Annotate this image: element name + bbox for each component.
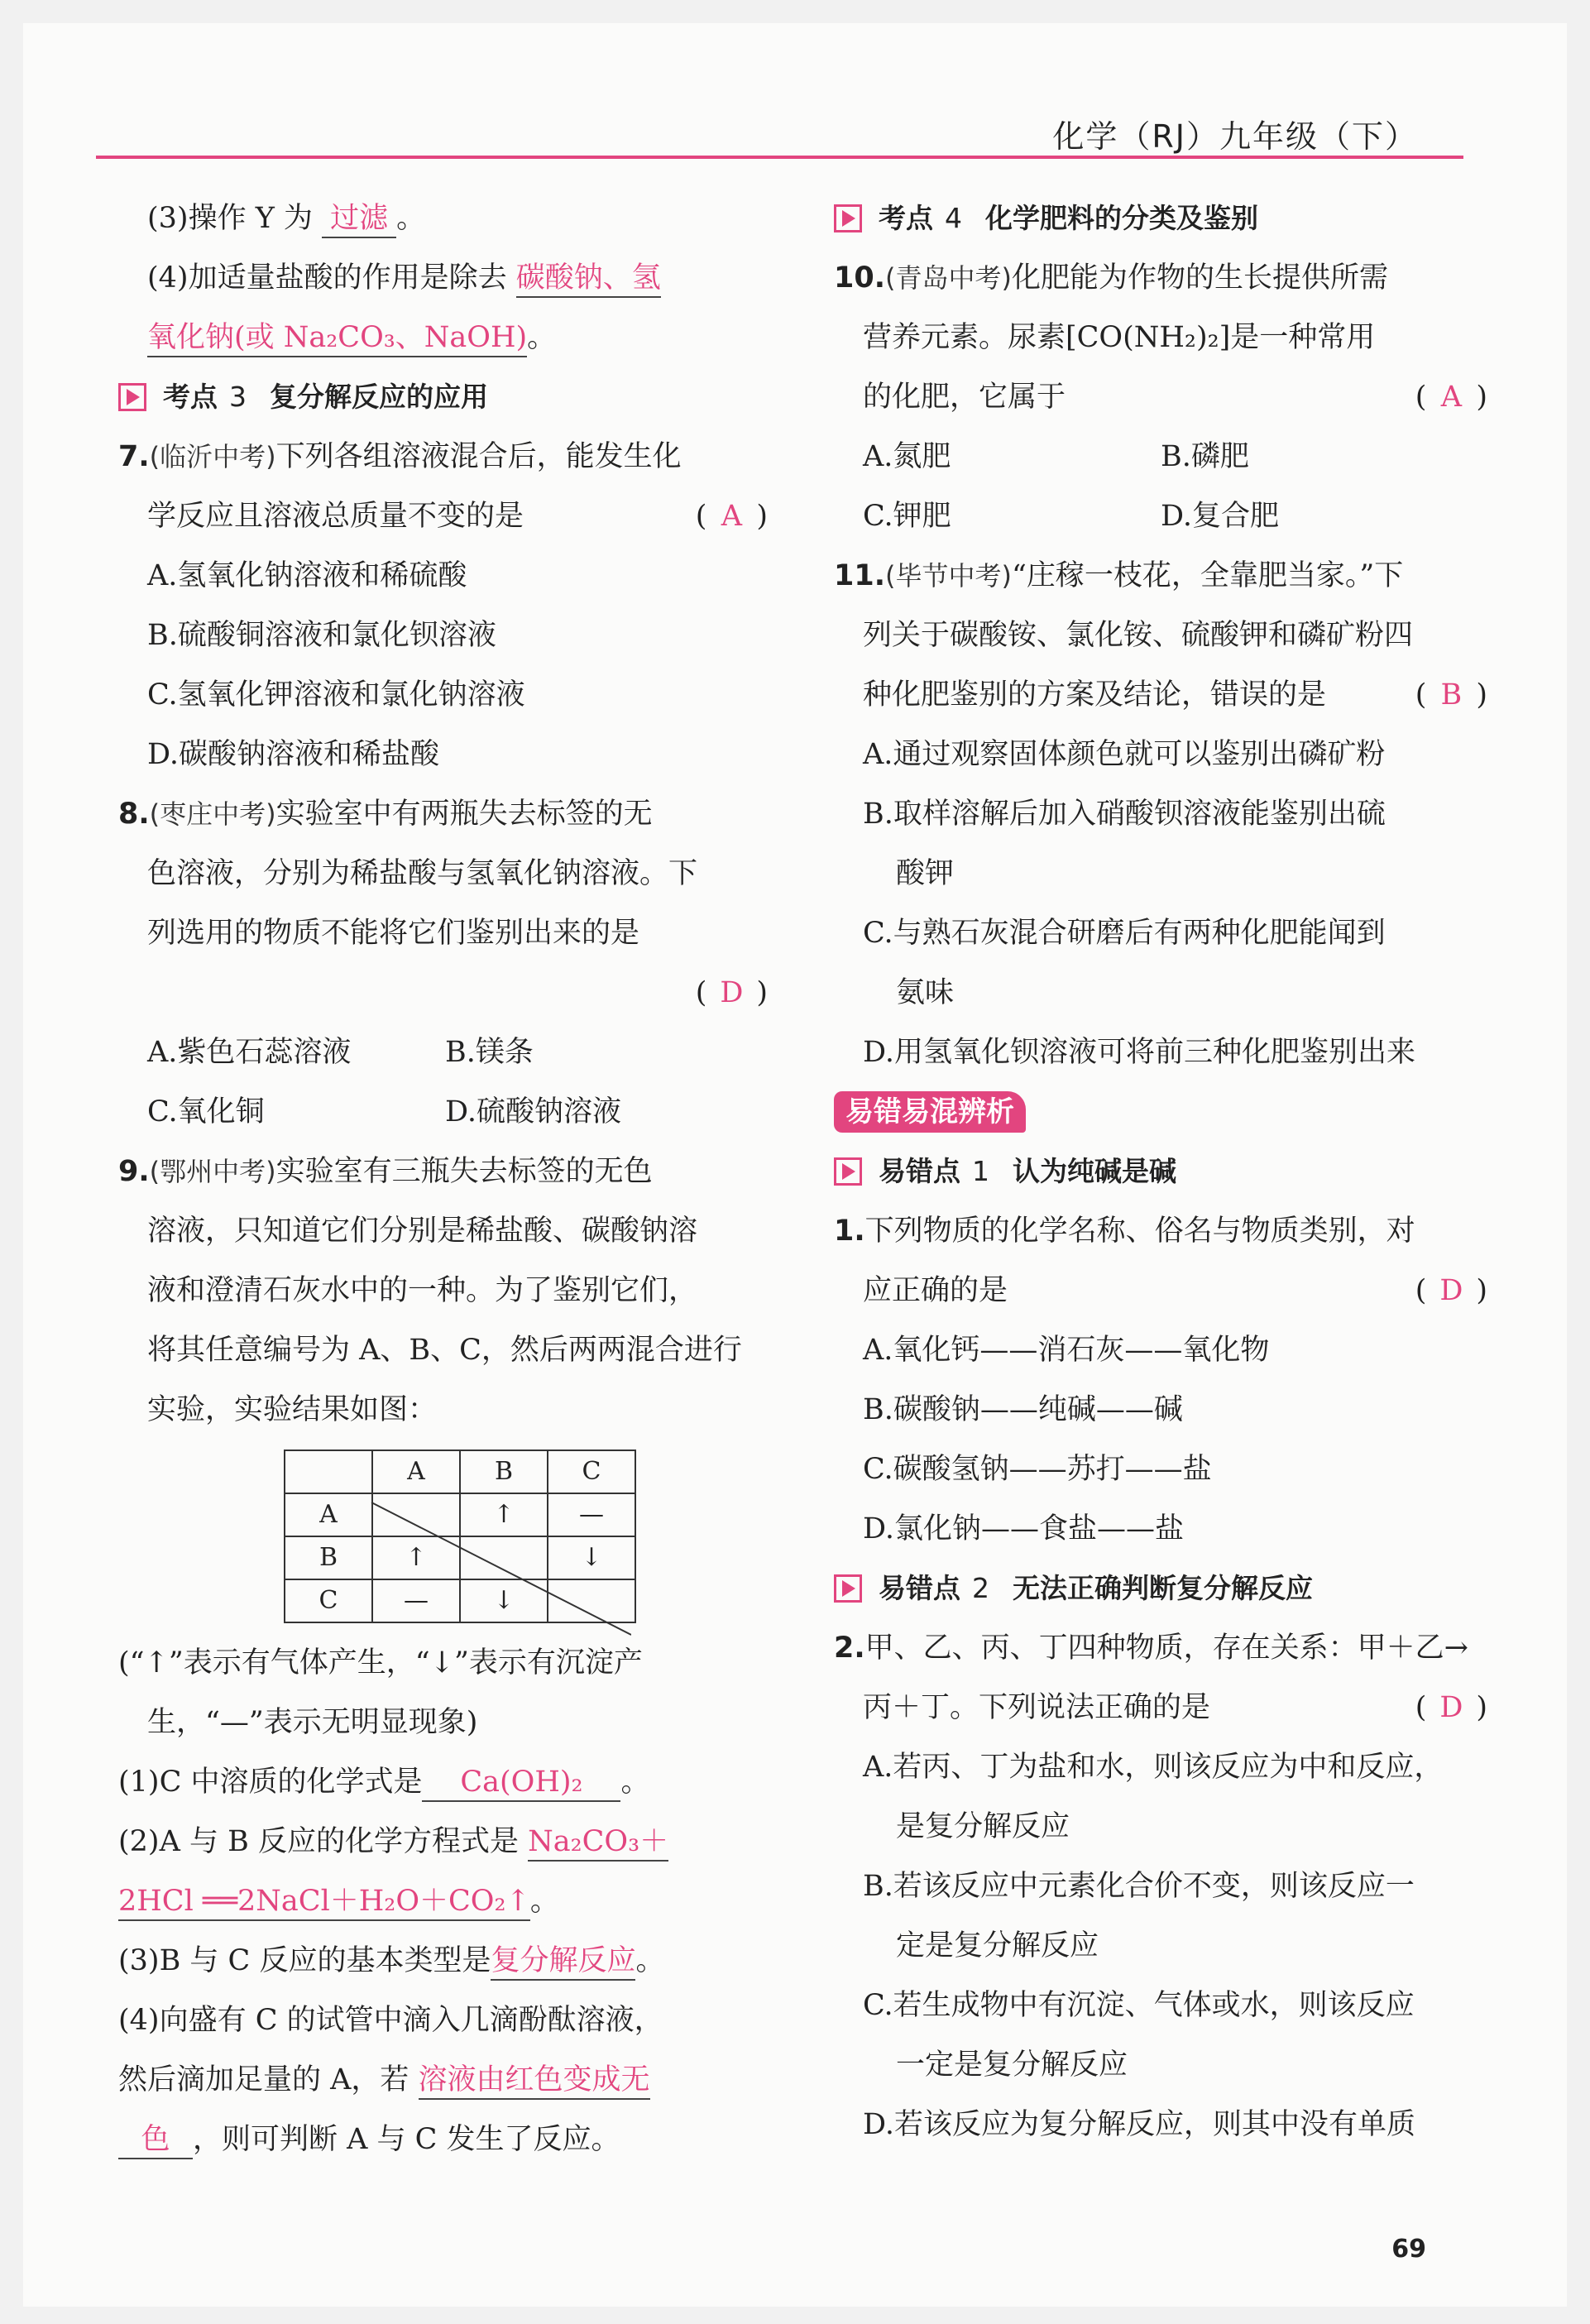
answer-bracket: ( D ): [1415, 1274, 1487, 1307]
q9-part1: (1)C 中溶质的化学式是 Ca(OH)₂ 。: [118, 1752, 768, 1812]
answer-bracket: ( A ): [695, 500, 768, 533]
q11-option-b: B.取样溶解后加入硝酸钡溶液能鉴别出硫: [863, 798, 1386, 831]
error-prone-banner: 易错易混辨析: [834, 1091, 1026, 1133]
q8-option-d: D.硫酸钠溶液: [445, 1095, 621, 1128]
q10-option-d: D.复合肥: [1161, 500, 1279, 533]
e1-option-b: B.碳酸钠——纯碱——碱: [863, 1393, 1183, 1426]
table-col-header: C: [548, 1450, 635, 1493]
answer-bracket: ( A ): [1415, 381, 1487, 414]
table-row-header: B: [285, 1536, 372, 1579]
answer-blank: 过滤: [322, 200, 396, 238]
error-point-heading-1: 易错点 1 认为纯碱是碱: [834, 1142, 1487, 1201]
e2-option-b: B.若该反应中元素化合价不变，则该反应一: [863, 1870, 1415, 1903]
e2-stem: 2.甲、乙、丙、丁四种物质，存在关系：甲＋乙→: [834, 1632, 1468, 1665]
answer-bracket: ( D ): [695, 976, 768, 1009]
q11-option-d: D.用氢氧化钡溶液可将前三种化肥鉴别出来: [863, 1036, 1415, 1069]
q7-option-d: D.碳酸钠溶液和稀盐酸: [147, 738, 439, 771]
q9-part4: (4)向盛有 C 的试管中滴入几滴酚酞溶液，: [118, 2004, 663, 2037]
answer-bracket: ( B ): [1415, 678, 1487, 712]
workbook-page: [23, 23, 1567, 2307]
answer-blank: 碳酸钠、氢: [516, 260, 661, 298]
e2-option-c: C.若生成物中有沉淀、气体或水，则该反应: [863, 1989, 1415, 2022]
e1-option-c: C.碳酸氢钠——苏打——盐: [863, 1453, 1212, 1486]
table-col-header: A: [372, 1450, 460, 1493]
answer-blank: 氧化钠(或 Na₂CO₃、NaOH): [147, 319, 527, 357]
triangle-marker-icon: [118, 383, 146, 411]
answer-blank: 2HCl ══2NaCl＋H₂O＋CO₂↑: [118, 1883, 530, 1921]
q9-part2: (2)A 与 B 反应的化学方程式是 Na₂CO₃＋: [118, 1812, 768, 1871]
q8-stem: 8.(枣庄中考)实验室中有两瓶失去标签的无: [118, 798, 653, 831]
answer-bracket: ( D ): [1415, 1691, 1487, 1724]
table-row: B ↑ ↓: [285, 1536, 635, 1579]
q11-option-c: C.与熟石灰混合研磨后有两种化肥能闻到: [863, 917, 1386, 950]
q10-option-b: B.磷肥: [1161, 440, 1249, 473]
answer-blank: 色: [118, 2121, 193, 2159]
left-column: (3)操作 Y 为 过滤 。 (4)加适量盐酸的作用是除去 碳酸钠、氢 氧化钠(或 Na₂CO₃、NaOH)。 考点 3 复分解反应的应用 7.(临沂中考)下列各组溶液混合后，能发生化 学反应且溶液总质量不变的是 ( A ) A.氢氧化钠溶液和稀硫酸 B.硫酸铜溶液和氯化钡溶液 C.氢氧化钾溶液和氯化钠溶液 D.碳酸钠溶液和稀盐酸 8.(枣庄中考)实验室中有两瓶失去标签的无 色溶液，分别为稀盐酸与氢氧化钠溶液。下 列选用的物质不能将它们鉴别出来的是 ( D ) A.紫色石蕊溶液 B.镁条 C.氧化铜 D.硫酸钠溶液 9.(鄂州中考)实验室有三瓶失去标签的无色 溶液，只知道它们分别是稀盐酸、碳酸钠溶 液和澄清石灰水中的一种。为了鉴别它们， 将其任意编号为 A、B、C，然后两两混合进行 实验，实验结果如图： A B C A ↑ — B ↑ ↓ C — ↓ (“↑”表示有气体产生，“↓”表示有沉淀产 生，“—”表示无明显现象) (1)C 中溶质的化学式是 Ca(OH)₂ 。 (2)A 与 B 反应的化学方程式是 Na₂CO₃＋ 2HCl ══2NaCl＋H₂O＋CO₂↑。 (3)B 与 C 反应的基本类型是复分解反应。 (4)向盛有 C 的试管中滴入几滴酚酞溶液， 然后滴加足量的 A，若 溶液由红色变成无 色 ，则可判断 A 与 C 发生了反应。: [118, 189, 768, 2169]
q10-stem: 10.(青岛中考)化肥能为作物的生长提供所需: [834, 261, 1389, 295]
reaction-table-wrap: [118, 1450, 768, 1623]
e2-option-d: D.若该反应为复分解反应，则其中没有单质: [863, 2108, 1415, 2141]
q9-stem: 9.(鄂州中考)实验室有三瓶失去标签的无色: [118, 1155, 653, 1188]
table-row: C — ↓: [285, 1579, 635, 1622]
section-heading-3: 考点 3 复分解反应的应用: [118, 367, 768, 427]
answer-blank: 复分解反应: [491, 1943, 635, 1981]
q7-option-b: B.硫酸铜溶液和氯化钡溶液: [147, 619, 496, 652]
page-number: 69: [1391, 2235, 1426, 2264]
triangle-marker-icon: [834, 1157, 862, 1186]
q8-option-a: A.紫色石蕊溶液: [147, 1036, 352, 1069]
q10-option-c: C.钾肥: [863, 500, 951, 533]
error-point-heading-2: 易错点 2 无法正确判断复分解反应: [834, 1559, 1487, 1618]
e2-option-a: A.若丙、丁为盐和水，则该反应为中和反应，: [863, 1751, 1444, 1784]
q10-option-a: A.氮肥: [863, 440, 951, 473]
table-col-header: B: [460, 1450, 548, 1493]
header-rule: [96, 156, 1463, 159]
triangle-marker-icon: [834, 1574, 862, 1603]
q9-part3: (3)B 与 C 反应的基本类型是复分解反应。: [118, 1931, 768, 1991]
q8-option-b: B.镁条: [445, 1036, 534, 1069]
answer-blank: 溶液由红色变成无: [419, 2062, 650, 2100]
q11-stem: 11.(毕节中考)“庄稼一枝花，全靠肥当家。”下: [834, 559, 1404, 592]
table-diagonal: [284, 1459, 631, 1641]
table-row-header: C: [285, 1579, 372, 1622]
q7-option-c: C.氢氧化钾溶液和氯化钠溶液: [147, 678, 525, 712]
e1-option-d: D.氯化钠——食盐——盐: [863, 1512, 1184, 1545]
q6-part3: (3)操作 Y 为 过滤 。: [118, 189, 768, 248]
q11-option-a: A.通过观察固体颜色就可以鉴别出磷矿粉: [863, 738, 1386, 771]
right-column: 考点 4 化学肥料的分类及鉴别 10.(青岛中考)化肥能为作物的生长提供所需 营养元素。尿素[CO(NH₂)₂]是一种常用 的化肥，它属于 ( A ) A.氮肥 B.磷肥 C.钾肥 D.复合肥 11.(毕节中考)“庄稼一枝花，全靠肥当家。”下 列关于碳酸铵、氯化铵、硫酸钾和磷矿粉四 种化肥鉴别的方案及结论，错误的是 ( B ) A.通过观察固体颜色就可以鉴别出磷矿粉 B.取样溶解后加入硝酸钡溶液能鉴别出硫 酸钾 C.与熟石灰混合研磨后有两种化肥能闻到 氨味 D.用氢氧化钡溶液可将前三种化肥鉴别出来 易错易混辨析 易错点 1 认为纯碱是碱 1.下列物质的化学名称、俗名与物质类别，对 应正确的是 ( D ) A.氧化钙——消石灰——氧化物 B.碳酸钠——纯碱——碱 C.碳酸氢钠——苏打——盐 D.氯化钠——食盐——盐 易错点 2 无法正确判断复分解反应 2.甲、乙、丙、丁四种物质，存在关系：甲＋乙→ 丙＋丁。下列说法正确的是 ( D ) A.若丙、丁为盐和水，则该反应为中和反应， 是复分解反应 B.若该反应中元素化合价不变，则该反应一 定是复分解反应 C.若生成物中有沉淀、气体或水，则该反应 一定是复分解反应 D.若该反应为复分解反应，则其中没有单质: [834, 189, 1487, 2154]
header-title: 化学（RJ）九年级（下）: [1052, 118, 1418, 155]
q7-option-a: A.氢氧化钠溶液和稀硫酸: [147, 559, 467, 592]
q6-part4: (4)加适量盐酸的作用是除去 碳酸钠、氢: [118, 248, 768, 308]
answer-blank: Ca(OH)₂: [422, 1764, 620, 1802]
e1-stem: 1.下列物质的化学名称、俗名与物质类别，对: [834, 1215, 1415, 1248]
table-row: A ↑ —: [285, 1493, 635, 1536]
q8-option-c: C.氧化铜: [147, 1095, 265, 1128]
triangle-marker-icon: [834, 204, 862, 232]
answer-blank: Na₂CO₃＋: [528, 1823, 668, 1862]
table-row-header: A: [285, 1493, 372, 1536]
q7-stem: 7.(临沂中考)下列各组溶液混合后，能发生化: [118, 440, 682, 473]
e1-option-a: A.氧化钙——消石灰——氧化物: [863, 1334, 1270, 1367]
section-heading-4: 考点 4 化学肥料的分类及鉴别: [834, 189, 1487, 248]
